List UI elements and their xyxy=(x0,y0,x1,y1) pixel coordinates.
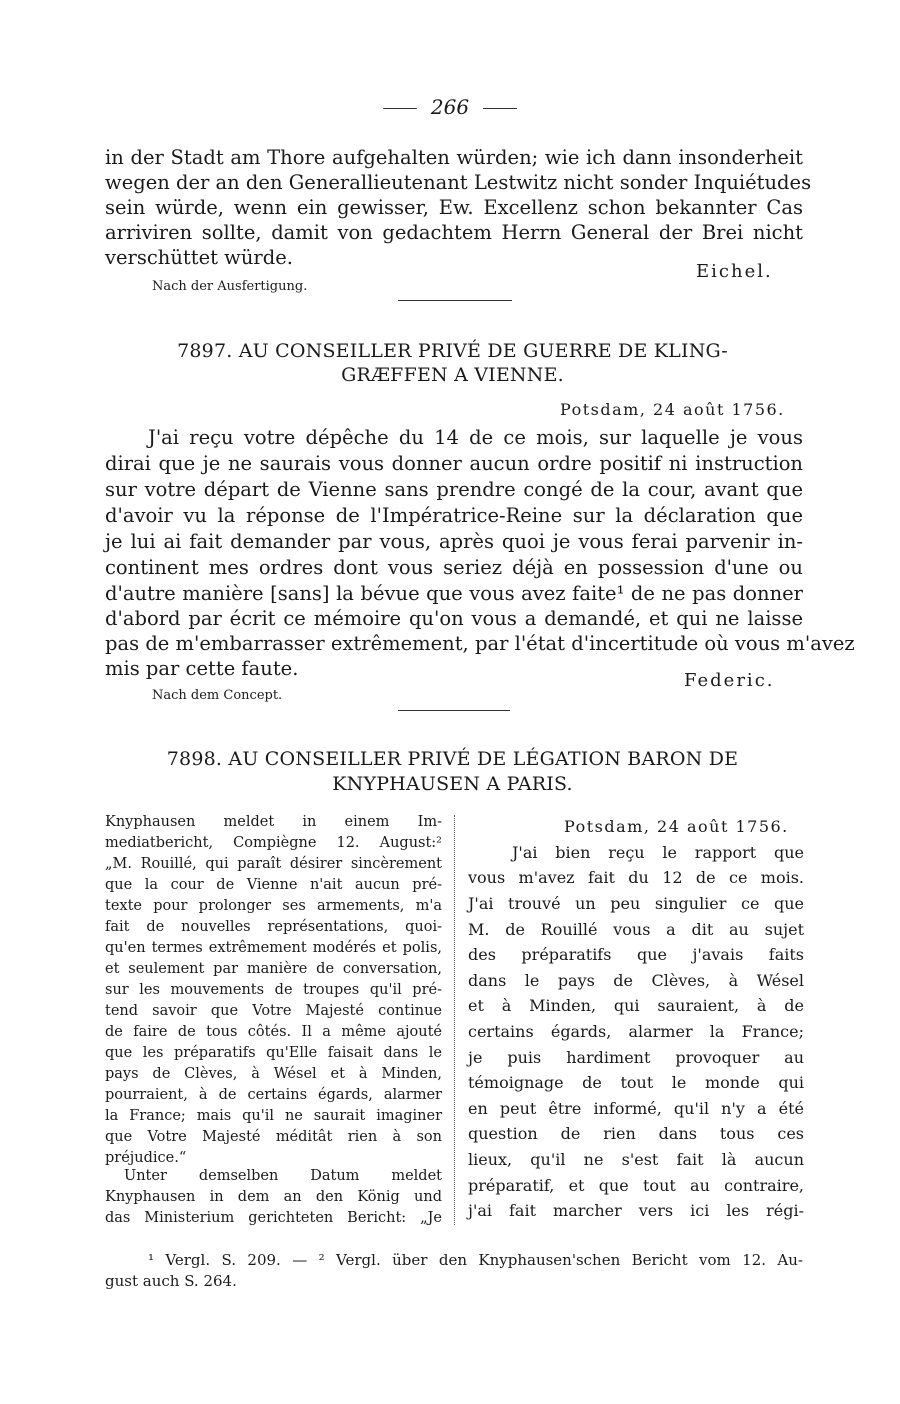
page-number-dash-right xyxy=(483,108,517,109)
note-line: Knyphausen in dem an den König und xyxy=(105,1189,442,1205)
text-line: continent mes ordres dont vous seriez déjà en possession d'une ou xyxy=(105,556,803,579)
note-line: mediatbericht, Compiègne 12. August:² xyxy=(105,835,442,851)
note-line: das Ministerium gerichteten Bericht: „Je xyxy=(105,1210,442,1226)
letter-line: question de rien dans tous ces xyxy=(468,1124,804,1143)
note-line: que la cour de Vienne n'ait aucun pré- xyxy=(105,877,442,893)
letter-heading: 7898. AU CONSEILLER PRIVÉ DE LÉGATION BARON DE xyxy=(166,748,739,770)
letter-line: témoignage de tout le monde qui xyxy=(468,1073,804,1092)
text-line: d'avoir vu la réponse de l'Impératrice-Reine sur la déclaration que xyxy=(105,504,803,527)
letter-line: préparatif, et que tout au contraire, xyxy=(468,1176,804,1195)
note-line: sur les mouvements de troupes qu'il pré- xyxy=(105,982,442,998)
note-line: et seulement par manière de conversation, xyxy=(105,961,442,977)
text-line: verschüttet würde. xyxy=(105,246,293,269)
place-date: Potsdam, 24 août 1756. xyxy=(564,817,789,836)
note-line: fait de nouvelles représentations, quoi- xyxy=(105,919,442,935)
note-line: tend savoir que Votre Majesté continue xyxy=(105,1003,442,1019)
letter-line: vous m'avez fait du 12 de ce mois. xyxy=(468,868,804,887)
letter-line: lieux, qu'il ne s'est fait là aucun xyxy=(468,1150,804,1169)
signature-eichel: Eichel. xyxy=(696,261,773,282)
letter-heading-continued: KNYPHAUSEN A PARIS. xyxy=(332,773,573,795)
note-line: pays de Clèves, à Wésel et à Minden, xyxy=(105,1066,442,1082)
note-line: que Votre Majesté méditât rien à son xyxy=(105,1129,442,1145)
text-line: J'ai reçu votre dépêche du 14 de ce mois, sur laquelle je vous xyxy=(148,426,803,449)
source-note: Nach dem Concept. xyxy=(152,688,283,703)
text-line: wegen der an den Generallieutenant Lestwitz nicht sonder Inquiétudes xyxy=(105,171,812,194)
letter-line: j'ai fait marcher vers ici les régi- xyxy=(468,1201,804,1220)
letter-line: et à Minden, qui sauraient, à de xyxy=(468,996,804,1015)
footnote-line: gust auch S. 264. xyxy=(105,1272,237,1290)
footnote-line: ¹ Vergl. S. 209. — ² Vergl. über den Knyphausen'schen Bericht vom 12. Au- xyxy=(148,1251,803,1269)
letter-line: en peut être informé, qu'il n'y a été xyxy=(468,1099,804,1118)
letter-heading-continued: GRÆFFEN A VIENNE. xyxy=(341,364,564,386)
letter-heading: 7897. AU CONSEILLER PRIVÉ DE GUERRE DE KLING- xyxy=(177,340,728,362)
note-line: préjudice.“ xyxy=(105,1150,187,1166)
letter-line: dans le pays de Clèves, à Wésel xyxy=(468,971,804,990)
letter-line: je puis hardiment provoquer au xyxy=(468,1048,804,1067)
letter-line: des préparatifs que j'avais faits xyxy=(468,945,804,964)
letter-line: certains égards, alarmer la France; xyxy=(468,1022,804,1041)
page-number: 266 xyxy=(0,95,900,119)
section-divider xyxy=(398,300,512,301)
text-line: dirai que je ne saurais vous donner aucun ordre positif ni instruction xyxy=(105,452,803,475)
text-line: je lui ai fait demander par vous, après quoi je vous ferai parvenir in- xyxy=(105,530,803,553)
note-line: que les préparatifs qu'Elle faisait dans le xyxy=(105,1045,442,1061)
note-line: qu'en termes extrêmement modérés et polis, xyxy=(105,940,442,956)
text-line: d'abord par écrit ce mémoire qu'on vous a demandé, et qui ne laisse xyxy=(105,607,803,630)
text-line: d'autre manière [sans] la bévue que vous avez faite¹ de ne pas donner xyxy=(105,582,803,605)
letter-line: M. de Rouillé vous a dit au sujet xyxy=(468,920,804,939)
letter-line: J'ai trouvé un peu singulier ce que xyxy=(468,894,804,913)
note-line: la France; mais qu'il ne saurait imaginer xyxy=(105,1108,442,1124)
note-line: „M. Rouillé, qui paraît désirer sincèrement xyxy=(105,856,442,872)
text-line: pas de m'embarrasser extrêmement, par l'état d'incertitude où vous m'avez xyxy=(105,632,855,655)
signature-federic: Federic. xyxy=(684,670,775,691)
note-line: pourraient, à de certains égards, alarmer xyxy=(105,1087,442,1103)
text-line: mis par cette faute. xyxy=(105,657,299,680)
text-line: arriviren sollte, damit von gedachtem Herrn General der Brei nicht xyxy=(105,221,803,244)
section-divider xyxy=(398,710,510,711)
text-line: sein würde, wenn ein gewisser, Ew. Excellenz schon bekannter Cas xyxy=(105,196,803,219)
note-line: texte pour prolonger ses armements, m'a xyxy=(105,898,442,914)
page-number-dash-left xyxy=(383,108,417,109)
note-line: Knyphausen meldet in einem Im- xyxy=(105,814,442,830)
letter-line: J'ai bien reçu le rapport que xyxy=(512,843,804,862)
place-date: Potsdam, 24 août 1756. xyxy=(560,400,785,419)
text-line: in der Stadt am Thore aufgehalten würden; wie ich dann insonderheit xyxy=(105,146,803,169)
text-line: sur votre départ de Vienne sans prendre congé de la cour, avant que xyxy=(105,478,803,501)
note-line: de faire de tous côtés. Il a même ajouté xyxy=(105,1024,442,1040)
column-separator xyxy=(454,815,455,1225)
note-line: Unter demselben Datum meldet xyxy=(124,1168,442,1184)
source-note: Nach der Ausfertigung. xyxy=(152,279,308,294)
